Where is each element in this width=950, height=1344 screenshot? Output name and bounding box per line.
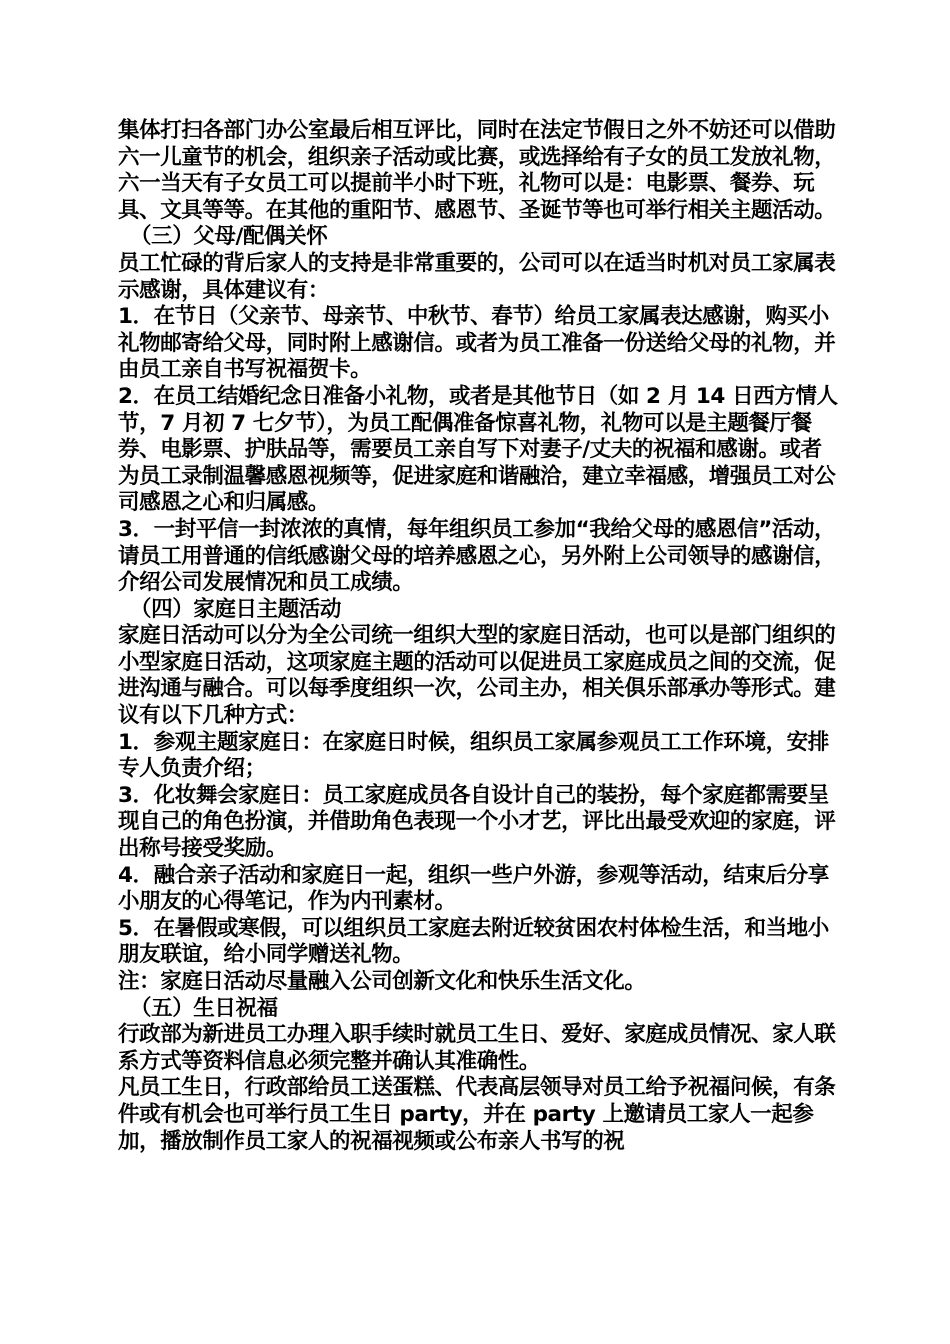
paragraph-family-support: 员工忙碌的背后家人的支持是非常重要的，公司可以在适当时机对员工家属表示感谢，具体建议有： <box>118 250 836 303</box>
heading-birthday: （五）生日祝福 <box>130 995 278 1021</box>
paragraph-note: 注：家庭日活动尽量融入公司创新文化和快乐生活文化。 <box>118 969 646 994</box>
paragraph-birthday-records: 行政部为新进员工办理入职手续时就员工生日、爱好、家庭成员情况、家人联系方式等资料信息必须完整并确认其准确性。 <box>118 1022 836 1074</box>
heading-family-care: （三）父母/配偶关怀 <box>130 224 328 250</box>
paragraph-item-masquerade: 3．化妆舞会家庭日：员工家庭成员各自设计自己的装扮，每个家庭都需要呈现自己的角色扮演，并借助角色表现一个小才艺，评比出最受欢迎的家庭，评出称号接受奖励。 <box>118 782 836 862</box>
heading-family-day: （四）家庭日主题活动 <box>130 596 342 622</box>
paragraph-family-day-intro: 家庭日活动可以分为全公司统一组织大型的家庭日活动，也可以是部门组织的小型家庭日活动，这项家庭主题的活动可以促进员工家庭成员之间的交流，促进沟通与融合。可以每季度组织一次，公司主办，相关俱乐部承办等形式。建议有以下几种方式： <box>118 623 836 729</box>
document-page <box>118 118 838 1155</box>
paragraph-birthday-party: 凡员工生日，行政部给员工送蛋糕、代表高层领导对员工给予祝福问候，有条件或有机会也可举行员工生日 party，并在 party 上邀请员工家人一起参加，播放制作员工家人的祝福视频或公布亲人书写的祝 <box>118 1075 836 1154</box>
paragraph-item-village-visit: 5．在暑假或寒假，可以组织员工家庭去附近较贫困农村体检生活，和当地小朋友联谊，给小同学赠送礼物。 <box>118 915 829 968</box>
paragraph-item-visit-day: 1．参观主题家庭日：在家庭日时候，组织员工家属参观员工工作环境，安排专人负责介绍； <box>118 729 829 782</box>
paragraph-item-outdoor: 4．融合亲子活动和家庭日一起，组织一些户外游，参观等活动，结束后分享小朋友的心得笔记，作为内刊素材。 <box>118 862 829 915</box>
paragraph-item-thank-you-letter: 3．一封平信一封浓浓的真情，每年组织员工参加“我给父母的感恩信”活动，请员工用普通的信纸感谢父母的培养感恩之心，另外附上公司领导的感谢信，介绍公司发展情况和员工成绩。 <box>118 516 836 596</box>
paragraph-children-day: 集体打扫各部门办公室最后相互评比，同时在法定节假日之外不妨还可以借助六一儿童节的机会，组织亲子活动或比赛，或选择给有子女的员工发放礼物，六一当天有子女员工可以提前半小时下班，礼物可以是：电影票、餐券、玩具、文具等等。在其他的重阳节、感恩节、圣诞节等也可举行相关主题活动。 <box>118 118 836 223</box>
paragraph-item-holiday-gifts: 1．在节日（父亲节、母亲节、中秋节、春节）给员工家属表达感谢，购买小礼物邮寄给父母，同时附上感谢信。或者为员工准备一份送给父母的礼物，并由员工亲自书写祝福贺卡。 <box>118 304 836 383</box>
paragraph-item-anniversary: 2．在员工结婚纪念日准备小礼物，或者是其他节日（如 2 月 14 日西方情人节，7 月初 7 七夕节），为员工配偶准备惊喜礼物，礼物可以是主题餐厅餐券、电影票、护肤品等，需要员工亲自写下对妻子/丈夫的祝福和感谢。或者为员工录制温馨感恩视频等，促进家庭和谐融洽，建立幸福感，增强员工对公司感恩之心和归属感。 <box>118 383 838 516</box>
